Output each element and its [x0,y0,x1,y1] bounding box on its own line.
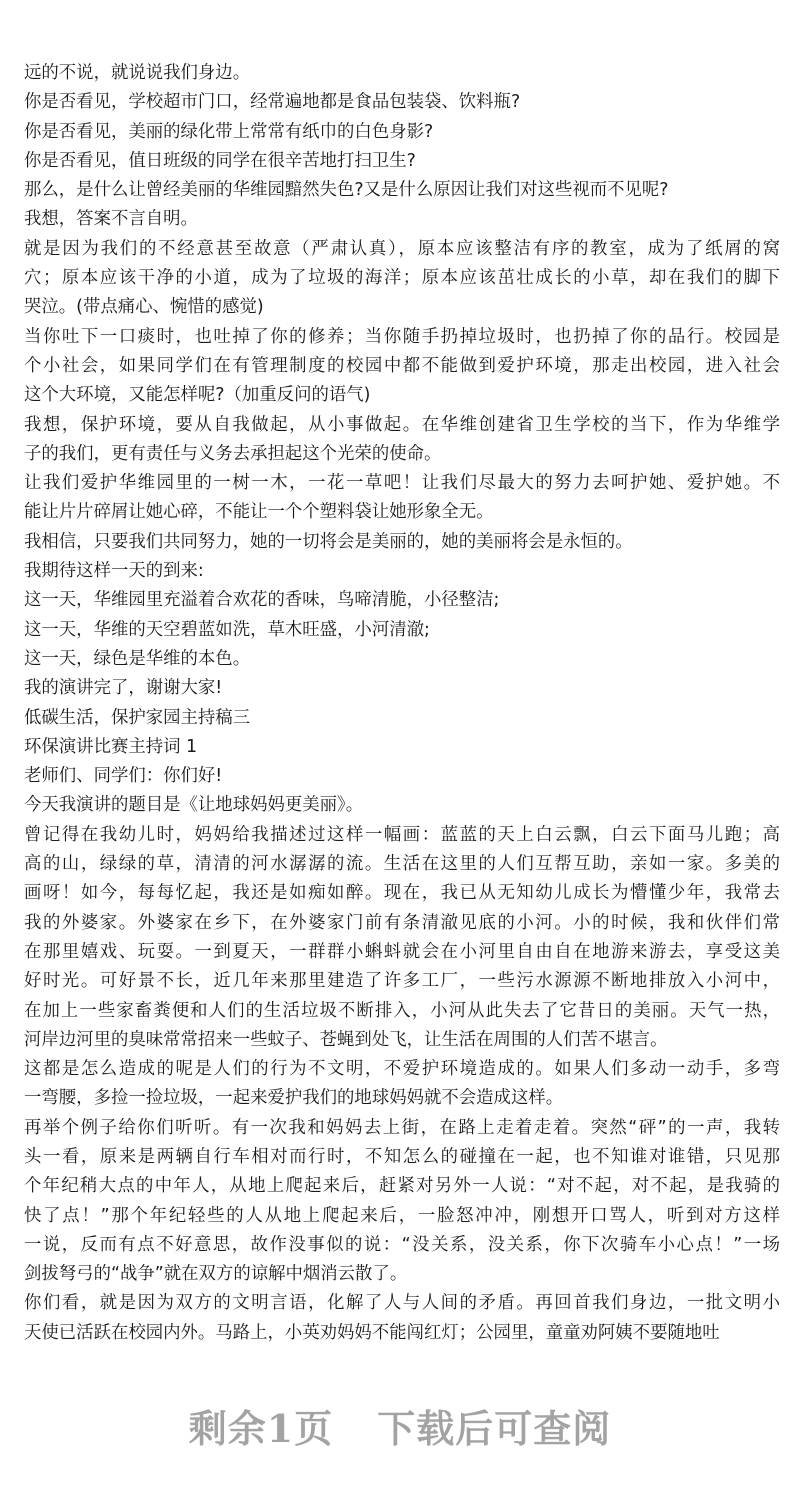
paragraph [24,616,780,645]
text-line: 子的我们，更有责任与义务去承担起这个光荣的使命。 [24,443,442,464]
paragraph [24,176,780,205]
text-line: 高的山，绿绿的草，清清的河水潺潺的流。生活在这里的人们互帮互助，亲如一家。多美的 [24,854,780,875]
text-line: 一说，反而有点不好意思，故作没事似的说：“没关系，没关系，你下次骑车小心点！”一场 [24,1234,780,1255]
document-body [24,59,780,1348]
text-line: 当你吐下一口痰时，也吐掉了你的修养；当你随手扔掉垃圾时，也扔掉了你的品行。校园是 [24,326,780,347]
text-line: 那么，是什么让曾经美丽的华维园黯然失色?又是什么原因让我们对这些视而不见呢? [24,180,669,201]
text-line: 好时光。可好景不长，近几年来那里建造了许多工厂，一些污水源源不断地排放入小河中， [24,971,780,992]
text-line: 你是否看见，值日班级的同学在很辛苦地打扫卫生? [24,150,416,171]
paragraph [24,762,780,791]
paragraph [24,1055,780,1114]
text-line: 今天我演讲的题目是《让地球妈妈更美丽》。 [24,795,364,816]
text-line: 能让片片碎屑让她心碎，不能让一个个塑料袋让她形象全无。 [24,502,494,523]
remaining-pages-label: 剩余1页 [188,1406,334,1451]
text-line: 画呀！如今，每每忆起，我还是如痴如醉。现在，我已从无知幼儿成长为懵懂少年，我常去 [24,883,780,904]
text-line: 穴；原本应该干净的小道，成为了垃圾的海洋；原本应该茁壮成长的小草，却在我们的脚下 [24,268,780,289]
text-line: 我想，保护环境，要从自我做起，从小事做起。在华维创建省卫生学校的当下，作为华维学 [24,414,780,435]
text-line: 我的演讲完了，谢谢大家! [24,678,223,699]
paragraph [24,59,780,88]
text-line: 在那里嬉戏、玩耍。一到夏天，一群群小蝌蚪就会在小河里自由自在地游来游去，享受这美 [24,941,780,962]
paragraph [24,821,780,1055]
paragraph [24,118,780,147]
paragraph [24,733,780,762]
text-line: 这一天，绿色是华维的本色。 [24,648,251,669]
text-line: 个小社会，如果同学们在有管理制度的校园中都不能做到爱护环境，那走出校园，进入社会 [24,355,780,376]
paragraph [24,704,780,733]
text-line: 曾记得在我幼儿时，妈妈给我描述过这样一幅画：蓝蓝的天上白云飘，白云下面马儿跑；高 [24,824,780,845]
paragraph [24,1114,780,1290]
paragraph [24,586,780,615]
paragraph [24,645,780,674]
paragraph [24,1289,780,1348]
text-line: 我相信，只要我们共同努力，她的一切将会是美丽的，她的美丽将会是永恒的。 [24,531,633,552]
text-line: 环保演讲比赛主持词 1 [24,736,198,757]
paragraph [24,528,780,557]
text-line: 我的外婆家。外婆家在乡下，在外婆家门前有条清澈见底的小河。小的时候，我和伙伴们常 [24,912,780,933]
text-line: 快了点！”那个年纪轻些的人从地上爬起来后，一脸怒冲冲，刚想开口骂人，听到对方这样 [24,1205,780,1226]
text-line: 你是否看见，学校超市门口，经常遍地都是食品包装袋、饮料瓶? [24,92,521,113]
text-line: 一弯腰，多捡一捡垃圾，一起来爱护我们的地球妈妈就不会造成这样。 [24,1088,564,1109]
paragraph [24,674,780,703]
text-line: 我期待这样一天的到来: [24,561,204,582]
paragraph [24,323,780,411]
paragraph [24,205,780,234]
text-line: 剑拔弩弓的“战争”就在双方的谅解中烟消云散了。 [24,1264,408,1285]
text-line: 河岸边河里的臭味常常招来一些蚊子、苍蝇到处飞，让生活在周围的人们苦不堪言。 [24,1029,668,1050]
text-line: 哭泣。(带点痛心、惋惜的感觉) [24,297,264,318]
text-line: 低碳生活，保护家园主持稿三 [24,707,251,728]
text-line: 你们看，就是因为双方的文明言语，化解了人与人间的矛盾。再回首我们身边，一批文明小 [24,1293,780,1314]
paragraph [24,235,780,323]
text-line: 再举个例子给你们听听。有一次我和妈妈去上街，在路上走着走着。突然“砰”的一声，我转 [24,1117,780,1138]
paragraph [24,469,780,528]
text-line: 让我们爱护华维园里的一树一木，一花一草吧！让我们尽最大的努力去呵护她、爱护她。不 [24,473,780,494]
download-prompt[interactable] [0,1398,800,1453]
text-line: 你是否看见，美丽的绿化带上常常有纸巾的白色身影? [24,121,434,142]
paragraph [24,411,780,470]
paragraph [24,147,780,176]
text-line: 个年纪稍大点的中年人，从地上爬起来后，赶紧对另外一人说：“对不起，对不起，是我骑的 [24,1176,780,1197]
paragraph [24,557,780,586]
paragraph [24,88,780,117]
text-line: 这一天，华维园里充溢着合欢花的香味，鸟啼清脆，小径整洁; [24,590,500,611]
text-line: 我想，答案不言自明。 [24,209,198,230]
text-line: 就是因为我们的不经意甚至故意（严肃认真），原本应该整洁有序的教室，成为了纸屑的窝 [24,238,780,259]
download-to-view-label: 下载后可查阅 [377,1406,612,1451]
text-line: 老师们、同学们：你们好! [24,766,223,787]
text-line: 远的不说，就说说我们身边。 [24,63,251,83]
text-line: 这一天，华维的天空碧蓝如洗，草木旺盛，小河清澈; [24,619,430,640]
text-line: 这都是怎么造成的呢是人们的行为不文明，不爱护环境造成的。如果人们多动一动手，多弯 [24,1059,780,1080]
paragraph [24,791,780,820]
text-line: 这个大环境，又能怎样呢?（加重反问的语气) [24,385,371,406]
text-line: 头一看，原来是两辆自行车相对而行时，不知怎么的碰撞在一起，也不知谁对谁错，只见那 [24,1146,780,1167]
text-line: 在加上一些家畜粪便和人们的生活垃圾不断排入，小河从此失去了它昔日的美丽。天气一热， [24,1000,780,1021]
text-line: 天使已活跃在校园内外。马路上，小英劝妈妈不能闯红灯；公园里，童童劝阿姨不要随地吐 [24,1322,720,1343]
